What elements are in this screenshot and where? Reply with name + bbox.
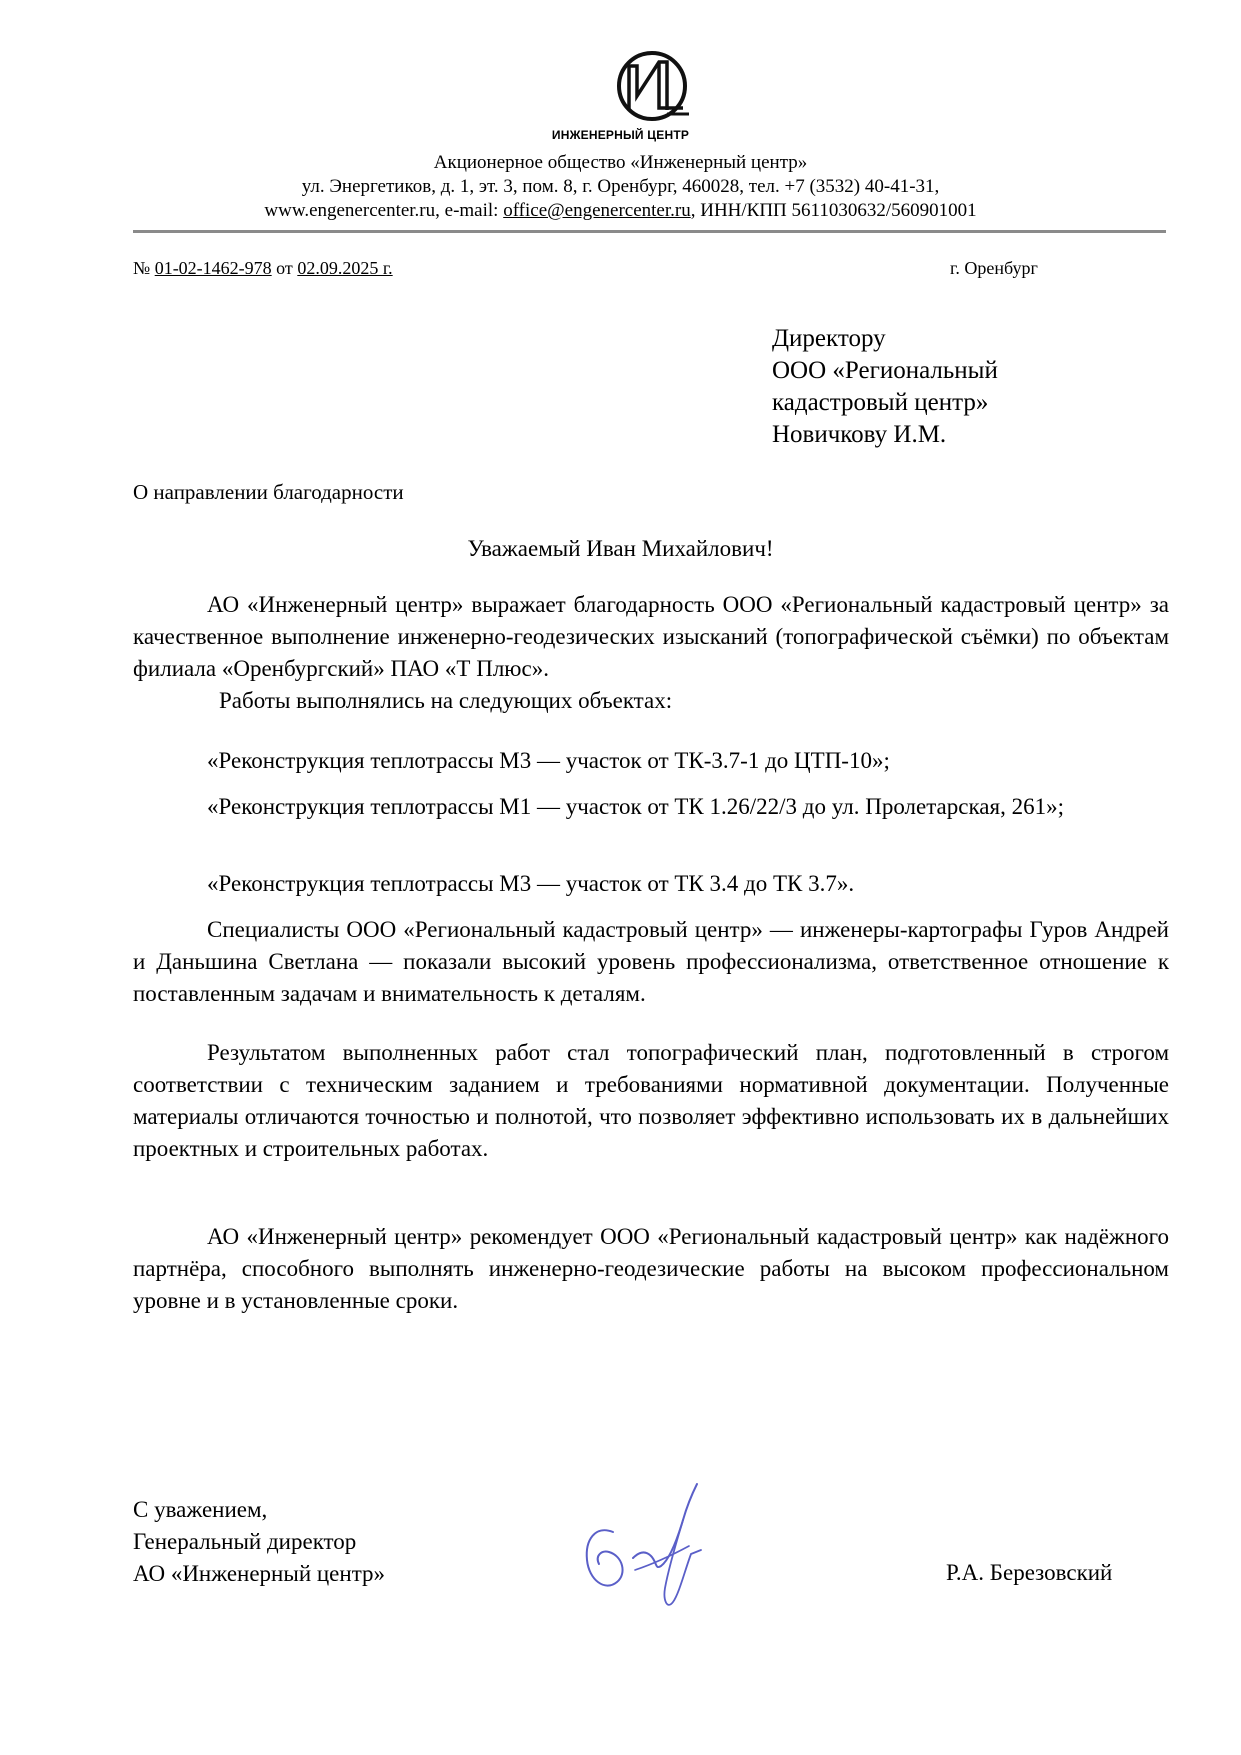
paragraph: АО «Инженерный центр» выражает благодарность ООО «Региональный кадастровый центр» за качественное выполнение инженерно-геодезических изысканий (топографической съёмки) по объектам филиала «Оренбургский» ПАО «Т Плюс».	[133, 592, 1169, 681]
paragraph: АО «Инженерный центр» рекомендует ООО «Региональный кадастровый центр» как надёжного партнёра, способного выполнять инженерно-геодезические работы на высоком профессиональном уровне и в установленные сроки.	[133, 1224, 1169, 1313]
reg-city: г. Оренбург	[950, 258, 1038, 278]
reg-date: 02.09.2025 г.	[297, 258, 393, 278]
signatory-name: Р.А. Березовский	[946, 1560, 1113, 1585]
signoff-line: С уважением,	[133, 1497, 268, 1522]
letter-body	[133, 914, 1169, 1010]
letter-body	[133, 1221, 1169, 1317]
email-link[interactable]: office@engenercenter.ru	[503, 200, 691, 221]
paragraph: Специалисты ООО «Региональный кадастровый центр» — инженеры-картографы Гуров Андрей и Даньшина Светлана — показали высокий уровень профессионализма, ответственное отношение к поставленным задачам и внимательность к деталям.	[133, 917, 1169, 1006]
list-item: «Реконструкция теплотрассы М3 — участок от ТК-3.7-1 до ЦТП-10»;	[207, 748, 890, 773]
contacts-prefix: www.engenercenter.ru, e-mail:	[264, 200, 504, 221]
letter-subject: О направлении благодарности	[133, 480, 404, 504]
salutation: Уважаемый Иван Михайлович!	[467, 536, 774, 561]
engineering-center-logo-icon	[607, 48, 697, 124]
addressee-line: Новичкову И.М.	[772, 421, 947, 448]
objects-list	[133, 791, 1169, 823]
reg-number: 01-02-1462-978	[154, 258, 272, 278]
objects-list	[133, 868, 1169, 900]
addressee-block	[772, 323, 998, 451]
company-name: Акционерное общество «Инженерный центр»	[433, 152, 808, 173]
list-item: «Реконструкция теплотрассы М3 — участок от ТК 3.4 до ТК 3.7».	[207, 871, 855, 896]
signoff-block	[133, 1494, 385, 1590]
reg-from-label: от	[276, 258, 293, 278]
list-item: «Реконструкция теплотрассы М1 — участок от ТК 1.26/22/3 до ул. Пролетарская, 261»;	[207, 794, 1064, 819]
paragraph: Результатом выполненных работ стал топографический план, подготовленный в строгом соответствии с техническим заданием и требованиями нормативной документации. Полученные материалы отличаются точностью и полнотой, что позволяет эффективно использовать их в дальнейших проектных и строительных работах.	[133, 1040, 1169, 1161]
addressee-line: ООО «Региональный	[772, 357, 998, 384]
reg-no-label: №	[133, 258, 151, 278]
paragraph: Работы выполнялись на следующих объектах:	[219, 688, 673, 713]
signoff-line: АО «Инженерный центр»	[133, 1561, 386, 1586]
letter-body-intro	[133, 589, 1169, 717]
header-divider	[133, 230, 1166, 233]
letter-body	[133, 1037, 1169, 1165]
addressee-line: кадастровый центр»	[772, 389, 989, 416]
signoff-line: Генеральный директор	[133, 1529, 357, 1554]
logo-caption: ИНЖЕНЕРНЫЙ ЦЕНТР	[551, 128, 690, 142]
company-address: ул. Энергетиков, д. 1, эт. 3, пом. 8, г. Оренбург, 460028, тел. +7 (3532) 40-41-31,	[301, 176, 940, 197]
contacts-suffix: , ИНН/КПП 5611030632/560901001	[690, 200, 977, 221]
handwritten-signature-icon	[565, 1470, 735, 1615]
addressee-line: Директору	[772, 325, 886, 352]
registration-line	[133, 258, 393, 279]
company-contacts	[0, 200, 1241, 222]
objects-list	[133, 745, 1169, 777]
